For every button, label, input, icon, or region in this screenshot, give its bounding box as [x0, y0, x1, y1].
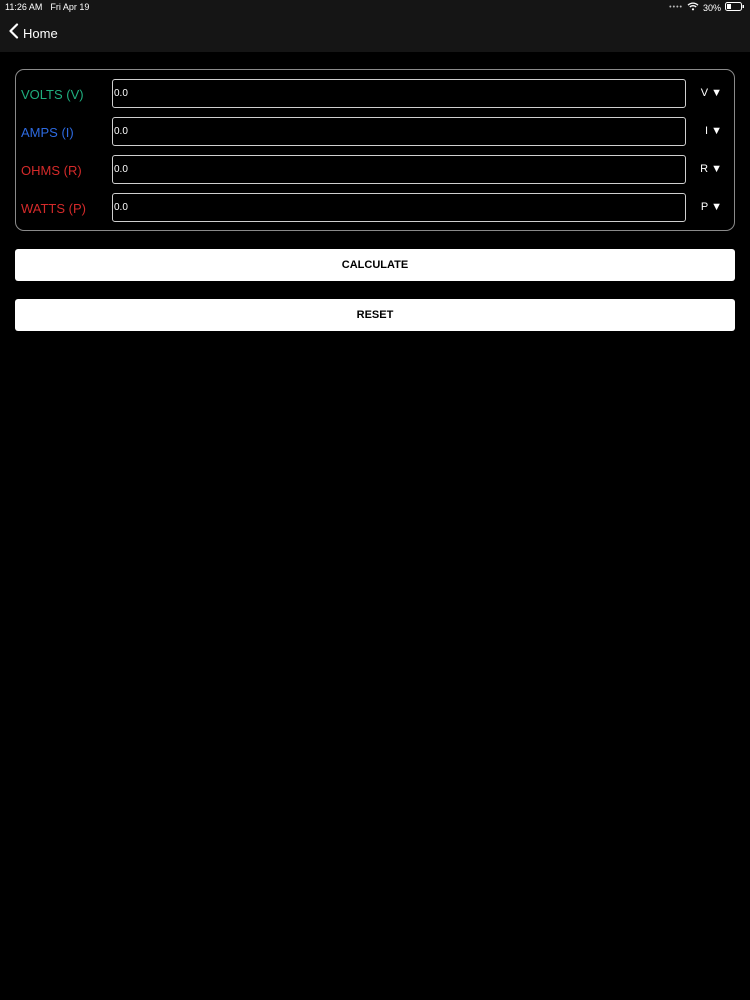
watts-row — [16, 193, 734, 223]
volts-unit-select[interactable]: V ▼ — [700, 87, 722, 99]
status-bar — [0, 0, 750, 14]
watts-unit-select[interactable]: P ▼ — [700, 201, 722, 213]
watts-input[interactable] — [112, 193, 686, 222]
signal-dots-icon: •••• — [669, 4, 683, 11]
ohms-label: OHMS (R) — [21, 163, 82, 178]
volts-label: VOLTS (V) — [21, 87, 84, 102]
ohms-row — [16, 155, 734, 185]
battery-icon — [725, 2, 745, 13]
amps-input[interactable] — [112, 117, 686, 146]
status-left — [5, 2, 89, 12]
volts-row — [16, 79, 734, 109]
calculate-button[interactable]: CALCULATE — [15, 249, 735, 281]
wifi-icon — [687, 2, 699, 13]
chevron-left-icon — [8, 23, 19, 44]
ohms-law-form — [15, 69, 735, 231]
navigation-bar — [0, 14, 750, 52]
amps-row — [16, 117, 734, 147]
battery-percent: 30% — [702, 2, 721, 13]
status-right — [669, 2, 745, 13]
status-time: 11:26 AM — [5, 2, 43, 12]
status-date: Fri Apr 19 — [50, 2, 90, 12]
volts-input[interactable] — [112, 79, 686, 108]
reset-button[interactable]: RESET — [15, 299, 735, 331]
amps-label: AMPS (I) — [21, 125, 74, 140]
back-button[interactable] — [8, 23, 58, 43]
ohms-input[interactable] — [112, 155, 686, 184]
ohms-unit-select[interactable]: R ▼ — [700, 163, 722, 175]
back-label: Home — [23, 25, 58, 41]
watts-label: WATTS (P) — [21, 201, 86, 216]
amps-unit-select[interactable]: I ▼ — [705, 125, 722, 137]
